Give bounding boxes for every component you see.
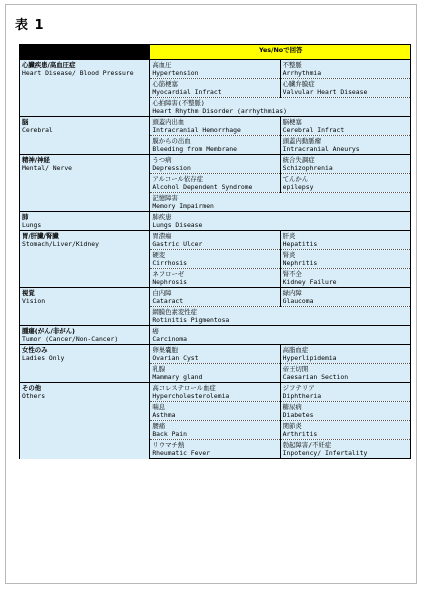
condition-cell[interactable] (280, 288, 410, 307)
condition-name-jp: 統合失調症 (282, 156, 315, 164)
condition-name-en: Rheumatic Fever (152, 449, 211, 457)
condition-name-en: epilepsy (282, 183, 314, 191)
category-name-jp: 女性のみ (22, 346, 48, 354)
condition-cell[interactable] (150, 402, 280, 421)
condition-name-jp: 白内障 (152, 289, 172, 297)
condition-name-en: Hyperlipidemia (282, 354, 337, 362)
condition-name-jp: 乳腺 (152, 365, 166, 373)
table-row (20, 345, 411, 364)
condition-cell[interactable] (280, 155, 410, 174)
condition-name-en: Bleeding from Membrane (152, 145, 237, 153)
table-body (20, 45, 411, 459)
category-name-en: Tumor (Cancer/Non-Cancer) (22, 335, 119, 343)
condition-name-jp: 緑内障 (282, 289, 302, 297)
condition-cell[interactable] (150, 174, 280, 193)
condition-name-jp: 勃起障害/不妊症 (282, 441, 332, 449)
table-row (20, 231, 411, 250)
category-name-jp: その他 (22, 384, 42, 392)
table-row (20, 383, 411, 402)
condition-name-en: Myocardial Infract (152, 88, 222, 96)
condition-name-jp: てんかん (282, 175, 309, 183)
condition-cell[interactable] (280, 117, 410, 136)
condition-name-jp: 糖尿病 (282, 403, 302, 411)
category-cell (20, 288, 150, 326)
condition-cell[interactable] (150, 421, 280, 440)
condition-cell[interactable] (280, 136, 410, 155)
condition-name-en: Hepatitis (282, 240, 318, 248)
category-name-en: Cerebral (22, 126, 53, 134)
condition-cell[interactable] (280, 440, 410, 459)
category-name-en: Lungs (22, 221, 42, 229)
category-cell (20, 326, 150, 345)
category-name-en: Stomach/Liver/Kidney (22, 240, 99, 248)
answer-header: Yes/Noで回答 (150, 45, 411, 60)
category-name-jp: 視覚 (22, 289, 35, 297)
condition-name-jp: 喘息 (152, 403, 166, 411)
category-name-en: Heart Disease/ Blood Pressure (22, 69, 134, 77)
condition-name-en: Glaucoma (282, 297, 314, 305)
condition-cell[interactable] (280, 250, 410, 269)
condition-cell[interactable] (150, 155, 280, 174)
condition-cell[interactable] (150, 231, 280, 250)
condition-cell[interactable] (150, 79, 280, 98)
condition-name-en: Hypertension (152, 69, 199, 77)
condition-name-jp: 帝王切開 (282, 365, 309, 373)
category-name-jp: 脳 (22, 118, 29, 126)
condition-name-en: Schizophrenia (282, 164, 333, 172)
condition-name-jp: 高コレステロール血症 (152, 384, 216, 392)
category-cell (20, 155, 150, 212)
condition-cell[interactable] (280, 79, 410, 98)
table-row (20, 60, 411, 79)
header-blank-cell (20, 45, 150, 60)
category-name-en: Others (22, 392, 46, 400)
condition-name-en: Arrhythmia (282, 69, 322, 77)
condition-cell[interactable] (280, 402, 410, 421)
category-cell (20, 60, 150, 117)
condition-name-en: Nephrosis (152, 278, 187, 286)
condition-name-en: Caesarian Section (282, 373, 349, 381)
condition-name-en: Cataract (152, 297, 184, 305)
condition-name-jp: 心臓弁膜症 (282, 80, 315, 88)
condition-name-en: Inpotency/ Infertality (282, 449, 368, 457)
table-row (20, 212, 411, 231)
category-name-jp: 腫瘍(がん/非がん) (22, 327, 75, 335)
condition-name-jp: 関節炎 (282, 422, 302, 430)
condition-name-jp: 記憶障害 (152, 194, 178, 202)
condition-cell[interactable] (280, 345, 410, 364)
condition-name-jp: 膜からの出血 (152, 137, 191, 145)
condition-name-jp: アルコール依存症 (152, 175, 204, 183)
condition-name-en: Heart Rhythm Disorder (arrhythmias) (152, 107, 287, 115)
condition-name-en: Cerebral Infract (282, 126, 345, 134)
table-row (20, 117, 411, 136)
category-cell (20, 383, 150, 459)
category-name-jp: 胃/肝臓/腎臓 (22, 232, 59, 240)
condition-cell[interactable] (280, 174, 410, 193)
condition-cell[interactable] (150, 117, 280, 136)
category-name-jp: 精神/神経 (22, 156, 50, 164)
condition-cell[interactable] (150, 98, 411, 117)
condition-cell[interactable] (280, 364, 410, 383)
condition-name-jp: 高脂血症 (282, 346, 309, 354)
condition-cell[interactable] (150, 269, 280, 288)
condition-name-jp: 不整脈 (282, 61, 302, 69)
condition-cell[interactable] (280, 421, 410, 440)
table-row (20, 288, 411, 307)
condition-name-jp: 卵巣嚢胞 (152, 346, 178, 354)
condition-name-en: Ovarian Cyst (152, 354, 199, 362)
condition-name-jp: リウマチ熱 (152, 441, 185, 449)
condition-name-en: Kidney Failure (282, 278, 337, 286)
condition-name-en: Asthma (152, 411, 176, 419)
category-name-en: Ladies Only (22, 354, 65, 362)
condition-name-jp: 頭蓋内出血 (152, 118, 185, 126)
condition-cell[interactable] (280, 231, 410, 250)
condition-cell[interactable] (150, 345, 280, 364)
category-cell (20, 117, 150, 155)
table-row (20, 326, 411, 345)
category-cell (20, 345, 150, 383)
condition-name-en: Nephritis (282, 259, 318, 267)
condition-cell[interactable] (150, 364, 280, 383)
category-name-en: Vision (22, 297, 46, 305)
condition-name-jp: 網膜色素変性症 (152, 308, 198, 316)
condition-name-en: Valvular Heart Disease (282, 88, 368, 96)
condition-cell[interactable] (150, 136, 280, 155)
condition-name-en: Gastric Ulcer (152, 240, 203, 248)
category-name-en: Mental/ Nerve (22, 164, 73, 172)
condition-name-jp: 腎不全 (282, 270, 302, 278)
condition-name-en: Back Pain (152, 430, 187, 438)
condition-cell[interactable] (150, 60, 280, 79)
condition-name-jp: 肺疾患 (152, 213, 172, 221)
condition-name-en: Alcohol Dependent Syndrome (152, 183, 253, 191)
condition-name-jp: 腎炎 (282, 251, 296, 259)
table-row (20, 155, 411, 174)
condition-cell[interactable] (280, 383, 410, 402)
condition-name-en: Depression (152, 164, 191, 172)
condition-name-en: Arthritis (282, 430, 318, 438)
condition-name-jp: 脳梗塞 (282, 118, 302, 126)
condition-name-jp: 高血圧 (152, 61, 172, 69)
condition-cell[interactable] (150, 440, 280, 459)
condition-name-en: Cirrhosis (152, 259, 187, 267)
document-page (5, 4, 417, 584)
condition-name-en: Intracranial Aneurys (282, 145, 360, 153)
condition-name-en: Mammary gland (152, 373, 203, 381)
condition-name-en: Memory Impairmen (152, 202, 214, 210)
condition-cell[interactable] (280, 269, 410, 288)
condition-name-en: Rotinitis Pigmentosa (152, 316, 230, 324)
condition-name-en: Hypercholesterolemia (152, 392, 230, 400)
condition-name-jp: 腰痛 (152, 422, 166, 430)
condition-cell[interactable] (150, 193, 411, 212)
condition-name-jp: ジフテリア (282, 384, 315, 392)
condition-cell[interactable] (280, 60, 410, 79)
category-name-jp: 心臓疾患/高血圧症 (22, 61, 76, 69)
category-name-jp: 肺 (22, 213, 29, 221)
condition-name-jp: 心拍障害(不整脈) (152, 99, 205, 107)
medical-history-table (19, 44, 411, 459)
condition-name-jp: 心筋梗塞 (152, 80, 178, 88)
condition-cell[interactable] (150, 326, 411, 345)
condition-cell[interactable] (150, 212, 411, 231)
condition-name-jp: ネフローゼ (152, 270, 185, 278)
condition-name-en: Diphtheria (282, 392, 322, 400)
condition-name-jp: 頭蓋内動脈瘤 (282, 137, 321, 145)
category-cell (20, 212, 150, 231)
condition-name-jp: 癌 (152, 327, 159, 335)
condition-cell[interactable] (150, 288, 280, 307)
condition-cell[interactable] (150, 383, 280, 402)
condition-name-en: Lungs Disease (152, 221, 203, 229)
condition-name-en: Intracranial Hemorrhage (152, 126, 241, 134)
condition-name-jp: 胃潰瘍 (152, 232, 172, 240)
condition-name-en: Carcinoma (152, 335, 187, 343)
condition-cell[interactable] (150, 250, 280, 269)
condition-name-jp: うつ病 (152, 156, 172, 164)
category-cell (20, 231, 150, 288)
condition-name-en: Diabetes (282, 411, 314, 419)
document-title: 表 1 (15, 18, 45, 33)
condition-name-jp: 硬変 (152, 251, 166, 259)
table-header-row (20, 45, 411, 60)
condition-cell[interactable] (150, 307, 411, 326)
condition-name-jp: 肝炎 (282, 232, 296, 240)
